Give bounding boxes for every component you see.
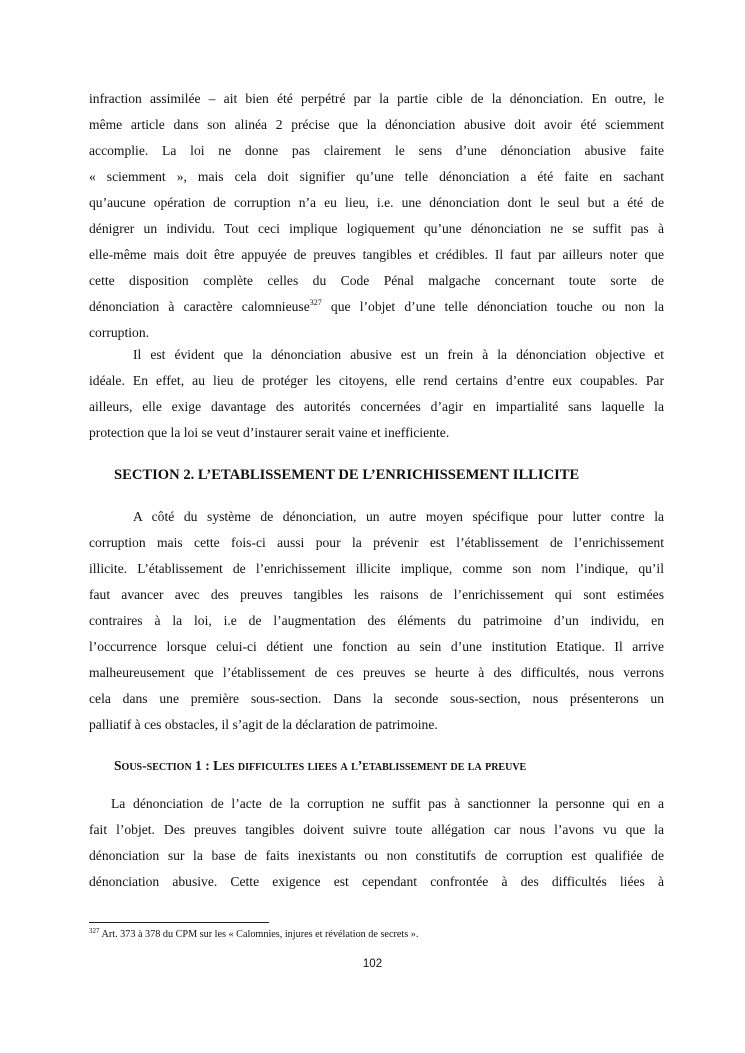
text-line: Il est évident que la dénonciation abusive est un frein à la dénonciation objective et — [133, 347, 664, 362]
text-line: idéale. En effet, au lieu de protéger les citoyens, elle rend certains d’entre eux coupables. Par — [89, 373, 664, 388]
section-heading: SECTION 2. L’ETABLISSEMENT DE L’ENRICHISSEMENT ILLICITE — [114, 467, 580, 483]
subsection-heading: Sous-section 1 : Les difficultes liees a l’etablissement de la preuve — [114, 758, 527, 773]
text-line: faut avancer avec des preuves tangibles les raisons de l’enrichissement qui sont estimées — [89, 587, 664, 602]
text-line: qu’aucune opération de corruption n’a eu lieu, i.e. une dénonciation dont le seul but a été de — [89, 195, 664, 210]
text-line: fait l’objet. Des preuves tangibles doivent suivre toute allégation car nous l’avons vu que la — [89, 822, 664, 837]
footnote — [89, 929, 418, 940]
text-line: malheureusement que l’établissement de ces preuves se heurte à des difficultés, nous verrons — [89, 665, 664, 680]
text-line: dénonciation abusive. Cette exigence est cependant confrontée à des difficultés liées à — [89, 874, 664, 889]
text-line: ailleurs, elle exige davantage des autorités concernées d’agir en impartialité sans laquelle la — [89, 399, 664, 414]
paragraph-enrichissement-illicite — [89, 504, 664, 738]
text-segment: que l’objet d’une telle dénonciation touche ou non la — [321, 299, 664, 314]
text-segment: dénonciation à caractère calomnieuse — [89, 299, 310, 314]
paragraph-difficultes-preuve — [89, 791, 664, 895]
text-line: cette disposition complète celles du Code Pénal malgache concernant toute sorte de — [89, 273, 664, 288]
page-number: 102 — [362, 958, 383, 970]
text-line: même article dans son alinéa 2 précise que la dénonciation abusive doit avoir été sciemment — [89, 117, 664, 132]
text-line: dénigrer un individu. Tout ceci implique logiquement qu’une dénonciation ne se suffit pas à — [89, 221, 664, 236]
text-line-with-footnote — [89, 294, 664, 320]
paragraph-denonciation-abusive — [89, 86, 664, 346]
text-line: infraction assimilée – ait bien été perpétré par la partie cible de la dénonciation. En outre, le — [89, 91, 664, 106]
text-line: contraires à la loi, i.e de l’augmentation des éléments du patrimoine d’un individu, en — [89, 613, 664, 628]
text-line: cela dans une première sous-section. Dans la seconde sous-section, nous présenterons un — [89, 691, 664, 706]
footnote-reference: 327 — [309, 298, 322, 307]
text-line: palliatif à ces obstacles, il s’agit de la déclaration de patrimoine. — [89, 717, 438, 732]
text-line: illicite. L’établissement de l’enrichissement illicite implique, comme son nom l’indique, qu’il — [89, 561, 664, 576]
text-line: elle-même mais doit être appuyée de preuves tangibles et crédibles. Il faut par ailleurs noter que — [89, 247, 664, 262]
paragraph-frein-denonciation — [89, 342, 664, 446]
text-line: corruption mais cette fois-ci aussi pour la prévenir est l’établissement de l’enrichissement — [89, 535, 664, 550]
text-line: l’occurrence lorsque celui-ci détient une fonction au sein d’une institution Etatique. Il arrive — [89, 639, 664, 654]
text-line: dénonciation sur la base de faits inexistants ou non constitutifs de corruption est qualifiée de — [89, 848, 664, 863]
text-line: corruption. — [89, 325, 150, 340]
footnote-text: Art. 373 à 378 du CPM sur les « Calomnies, injures et révélation de secrets ». — [99, 929, 419, 940]
text-line: accomplie. La loi ne donne pas clairement le sens d’une dénonciation abusive faite — [89, 143, 664, 158]
text-line: protection que la loi se veut d’instaurer serait vaine et inefficiente. — [89, 425, 450, 440]
text-line: A côté du système de dénonciation, un autre moyen spécifique pour lutter contre la — [133, 509, 664, 524]
text-line: « sciemment », mais cela doit signifier qu’une telle dénonciation a été faite en sachant — [89, 169, 664, 184]
footnote-number: 327 — [89, 927, 100, 935]
footnote-separator — [89, 922, 269, 923]
text-line: La dénonciation de l’acte de la corruption ne suffit pas à sanctionner la personne qui en a — [111, 796, 664, 811]
